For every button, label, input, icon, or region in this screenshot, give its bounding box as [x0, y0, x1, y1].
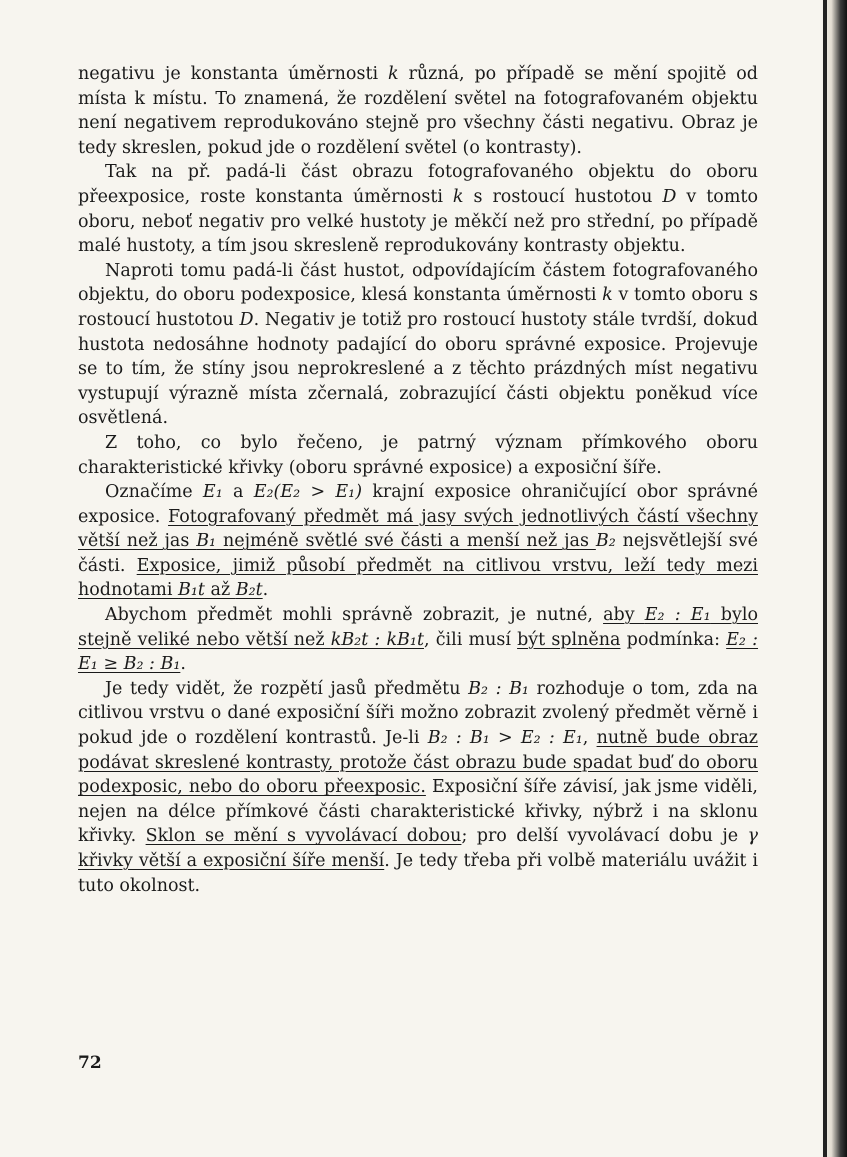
text-run: .: [262, 580, 269, 601]
text-run: krajní exposice ohraničující obor správné exposice.: [78, 482, 758, 527]
text-run: negativu je konstanta úměrnosti: [78, 64, 388, 84]
paragraph-5: [78, 480, 758, 603]
text-run: , čili musí: [423, 629, 518, 650]
math-expression: E₂ : E₁: [644, 605, 711, 626]
text-run: Naproti tomu padá-li část hustot, odpovídajícím částem fotografovaného objektu, do oboru podexposice, klesá konstanta úměrnosti: [78, 260, 758, 306]
text-run: podmínka:: [620, 629, 727, 650]
math-expression: B₁: [196, 531, 217, 552]
math-expression: B₂: [595, 531, 616, 552]
text-run: Tak na př. padá-li část obrazu fotografovaného objektu do oboru přeexposice, roste konstanta úměrnosti: [78, 162, 758, 207]
handwritten-underline-text: nejméně světlé své části a menší než jas: [216, 531, 596, 552]
paragraph-7: [78, 677, 758, 898]
text-run: Označíme: [105, 482, 203, 503]
text-run: ,: [582, 728, 597, 749]
book-spine-edge: [823, 0, 827, 1157]
handwritten-underline-text: Exposice, jimiž působí předmět na citlivou vrstvu, leží tedy mezi hodnotami: [78, 555, 758, 601]
math-symbol: k: [452, 186, 464, 207]
text-run: Z toho, co bylo řečeno, je patrný význam přímkového oboru charakteristické křivky (oboru správné exposice) a exposiční šíře.: [78, 432, 758, 478]
handwritten-underline-text: být splněna: [517, 629, 621, 650]
page-number: 72: [78, 1053, 102, 1073]
text-run: rozhoduje o tom, zda na citlivou vrstvu o dané exposiční šíři možno zobrazit zvolený předmět věrně i pokud jde o rozdělení kontrastů. Je-li: [78, 678, 758, 749]
math-symbol: k: [602, 285, 613, 306]
math-expression: B₁t: [178, 580, 205, 601]
math-expression: B₂ : B₁ > E₂ : E₁: [427, 728, 583, 749]
text-run: Exposiční šíře závisí, jak jsme viděli, nejen na délce přímkové části charakteristické křivky, nýbrž i na sklonu křivky.: [78, 777, 758, 847]
math-symbol: D: [239, 309, 254, 330]
handwritten-underline-text: aby: [603, 605, 645, 626]
paragraph-6: [78, 603, 758, 677]
handwritten-underline-text: nutně bude obraz podávat skreslené kontrasty, protože část obrazu bude spadat buď do oboru podexposic, nebo do oboru přeexposic.: [78, 728, 758, 798]
handwritten-underline-text: křivky větší a exposiční šíře menší: [78, 851, 385, 871]
text-run: Abychom předmět mohli správně zobrazit, je nutné,: [105, 605, 604, 626]
math-expression: kB₂t : kB₁t: [330, 629, 424, 650]
text-run: v tomto oboru s rostoucí hustotou: [78, 285, 758, 330]
math-expression: E₂(E₂ > E₁): [253, 482, 363, 503]
math-expression: B₂ : B₁: [468, 678, 529, 699]
paragraph-2: [78, 160, 758, 258]
handwritten-underline-text: až: [204, 580, 236, 601]
text-run: a: [222, 482, 254, 503]
handwritten-underline-text: Sklon se mění s vyvolávací dobou: [145, 826, 462, 847]
math-symbol: k: [387, 64, 399, 84]
math-expression: E₁: [202, 482, 223, 503]
text-run: ; pro delší vyvolávací dobu je: [461, 826, 748, 847]
paragraph-1: [78, 62, 758, 160]
text-run: .: [180, 654, 186, 675]
handwritten-underline-text: Fotografovaný předmět má jasy svých jednotlivých částí všechny větší než jas: [78, 506, 758, 552]
math-symbol: γ: [747, 826, 759, 847]
text-run: . Je tedy třeba při volbě materiálu uvážit i tuto okolnost.: [78, 851, 758, 896]
text-run: v tomto oboru, neboť negativ pro velké hustoty je měkčí než pro střední, po případě malé hustoty, a tím jsou skresleně reprodukovány kontrasty objektu.: [78, 186, 758, 257]
paragraph-3: [78, 259, 758, 431]
text-run: Je tedy vidět, že rozpětí jasů předmětu: [105, 678, 469, 699]
math-expression: B₂t: [235, 580, 263, 601]
text-run: nejsvětlejší své části.: [78, 531, 758, 576]
text-run: s rostoucí hustotou: [463, 186, 663, 207]
text-run: různá, po případě se mění spojitě od místa k místu. To znamená, že rozdělení světel na fotografovaném objektu není negativem reprodukováno stejně pro všechny části negativu. Obraz je tedy skreslen, pokud jde o rozdělení světel (o kontrasty).: [78, 64, 758, 158]
text-run: . Negativ je totiž pro rostoucí hustoty stále tvrdší, dokud hustota nedosáhne hodnoty padající do oboru správné exposice. Projevuje se to tím, že stíny jsou neprokreslené a z těchto prázdných míst negativu vystupují výrazně místa zčernalá, zobrazující části objektu poněkud více osvětlená.: [78, 309, 758, 429]
math-symbol: D: [662, 186, 677, 207]
handwritten-underline-text: bylo stejně veliké nebo větší než: [78, 605, 758, 650]
math-expression: E₂ : E₁ ≥ B₂ : B₁: [78, 629, 759, 675]
paragraph-4: [78, 431, 758, 480]
body-text: [78, 62, 758, 898]
